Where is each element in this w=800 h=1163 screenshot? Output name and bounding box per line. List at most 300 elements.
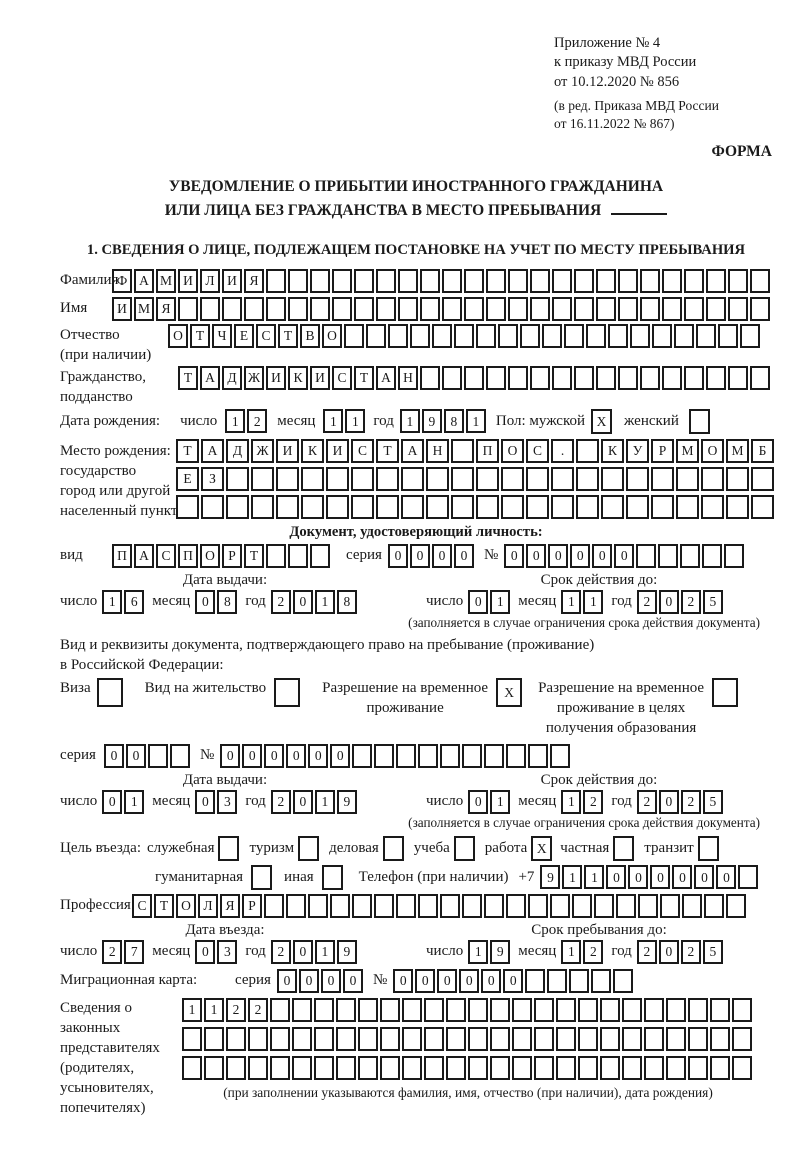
form-cell[interactable]: [684, 297, 704, 321]
form-cell[interactable]: Л: [198, 894, 218, 918]
form-cell[interactable]: 0: [570, 544, 590, 568]
form-cell[interactable]: Р: [222, 544, 242, 568]
form-cell[interactable]: [512, 998, 532, 1022]
form-cell[interactable]: [534, 998, 554, 1022]
form-cell[interactable]: 6: [124, 590, 144, 614]
form-cell[interactable]: [525, 969, 545, 993]
form-cell[interactable]: 0: [277, 969, 297, 993]
form-cell[interactable]: 0: [503, 969, 523, 993]
form-cell[interactable]: [652, 324, 672, 348]
form-cell[interactable]: [468, 998, 488, 1022]
form-cell[interactable]: [178, 297, 198, 321]
form-cell[interactable]: [396, 744, 416, 768]
form-cell[interactable]: [718, 324, 738, 348]
form-cell[interactable]: [264, 894, 284, 918]
form-cell[interactable]: 2: [102, 940, 122, 964]
form-cell[interactable]: [402, 1056, 422, 1080]
form-cell[interactable]: 1: [315, 940, 335, 964]
form-cell[interactable]: [310, 297, 330, 321]
form-cell[interactable]: [551, 467, 574, 491]
form-cell[interactable]: [644, 1027, 664, 1051]
form-cell[interactable]: 9: [422, 409, 442, 433]
form-cell[interactable]: 1: [124, 790, 144, 814]
form-cell[interactable]: [344, 324, 364, 348]
form-cell[interactable]: Ж: [251, 439, 274, 463]
form-cell[interactable]: [432, 324, 452, 348]
form-cell[interactable]: [358, 1027, 378, 1051]
form-cell[interactable]: [534, 1056, 554, 1080]
form-cell[interactable]: 1: [315, 590, 335, 614]
form-cell[interactable]: [451, 439, 474, 463]
form-cell[interactable]: [420, 366, 440, 390]
form-cell[interactable]: [684, 366, 704, 390]
form-cell[interactable]: [506, 744, 526, 768]
form-cell[interactable]: 0: [437, 969, 457, 993]
form-cell[interactable]: 0: [264, 744, 284, 768]
form-cell[interactable]: [251, 495, 274, 519]
form-cell[interactable]: [182, 1027, 202, 1051]
form-cell[interactable]: 0: [650, 865, 670, 889]
form-cell[interactable]: [508, 366, 528, 390]
form-cell[interactable]: [640, 297, 660, 321]
form-cell[interactable]: З: [201, 467, 224, 491]
form-cell[interactable]: [418, 894, 438, 918]
form-cell[interactable]: 0: [195, 590, 215, 614]
form-cell[interactable]: 0: [415, 969, 435, 993]
form-cell[interactable]: 9: [490, 940, 510, 964]
form-cell[interactable]: [336, 1027, 356, 1051]
form-cell[interactable]: [534, 1027, 554, 1051]
form-cell[interactable]: К: [601, 439, 624, 463]
form-cell[interactable]: [332, 297, 352, 321]
form-cell[interactable]: [442, 366, 462, 390]
form-cell[interactable]: [738, 865, 758, 889]
form-cell[interactable]: Л: [200, 269, 220, 293]
form-cell[interactable]: 0: [606, 865, 626, 889]
form-cell[interactable]: [440, 894, 460, 918]
form-cell[interactable]: [288, 544, 308, 568]
form-cell[interactable]: 0: [459, 969, 479, 993]
form-cell[interactable]: [696, 324, 716, 348]
form-cell[interactable]: [446, 998, 466, 1022]
form-cell[interactable]: [476, 467, 499, 491]
form-cell[interactable]: [446, 1056, 466, 1080]
form-cell[interactable]: С: [256, 324, 276, 348]
form-cell[interactable]: [726, 894, 746, 918]
form-cell[interactable]: 2: [637, 940, 657, 964]
form-cell[interactable]: О: [176, 894, 196, 918]
form-cell[interactable]: [310, 269, 330, 293]
form-cell[interactable]: [454, 836, 475, 861]
form-cell[interactable]: [626, 495, 649, 519]
form-cell[interactable]: 3: [217, 940, 237, 964]
form-cell[interactable]: [750, 297, 770, 321]
form-cell[interactable]: [248, 1056, 268, 1080]
form-cell[interactable]: [462, 894, 482, 918]
form-cell[interactable]: Е: [234, 324, 254, 348]
form-cell[interactable]: [380, 1027, 400, 1051]
form-cell[interactable]: [251, 865, 272, 890]
form-cell[interactable]: [751, 467, 774, 491]
form-cell[interactable]: 5: [703, 590, 723, 614]
form-cell[interactable]: [410, 324, 430, 348]
form-cell[interactable]: 0: [393, 969, 413, 993]
form-cell[interactable]: [732, 1056, 752, 1080]
form-cell[interactable]: 0: [195, 790, 215, 814]
form-cell[interactable]: .: [551, 439, 574, 463]
form-cell[interactable]: [451, 467, 474, 491]
form-cell[interactable]: [506, 894, 526, 918]
form-cell[interactable]: 0: [628, 865, 648, 889]
form-cell[interactable]: 0: [343, 969, 363, 993]
form-cell[interactable]: [396, 894, 416, 918]
form-cell[interactable]: [640, 366, 660, 390]
form-cell[interactable]: [490, 1056, 510, 1080]
form-cell[interactable]: [728, 366, 748, 390]
form-cell[interactable]: С: [156, 544, 176, 568]
form-cell[interactable]: [600, 998, 620, 1022]
form-cell[interactable]: [204, 1027, 224, 1051]
form-cell[interactable]: [551, 495, 574, 519]
form-cell[interactable]: С: [132, 894, 152, 918]
form-cell[interactable]: [97, 678, 123, 707]
form-cell[interactable]: [704, 894, 724, 918]
form-cell[interactable]: А: [200, 366, 220, 390]
form-cell[interactable]: [574, 366, 594, 390]
form-cell[interactable]: [591, 969, 611, 993]
form-cell[interactable]: [484, 744, 504, 768]
form-cell[interactable]: 2: [681, 790, 701, 814]
form-cell[interactable]: [486, 297, 506, 321]
form-cell[interactable]: И: [222, 269, 242, 293]
form-cell[interactable]: 0: [504, 544, 524, 568]
form-cell[interactable]: 2: [681, 590, 701, 614]
form-cell[interactable]: [613, 969, 633, 993]
form-cell[interactable]: [226, 467, 249, 491]
form-cell[interactable]: [380, 998, 400, 1022]
form-cell[interactable]: [226, 1056, 246, 1080]
form-cell[interactable]: [688, 1027, 708, 1051]
form-cell[interactable]: [622, 1027, 642, 1051]
form-cell[interactable]: [200, 297, 220, 321]
form-cell[interactable]: [682, 894, 702, 918]
form-cell[interactable]: [486, 366, 506, 390]
form-cell[interactable]: О: [200, 544, 220, 568]
form-cell[interactable]: И: [276, 439, 299, 463]
form-cell[interactable]: [288, 269, 308, 293]
form-cell[interactable]: [547, 969, 567, 993]
form-cell[interactable]: [464, 297, 484, 321]
form-cell[interactable]: 0: [308, 744, 328, 768]
form-cell[interactable]: [454, 324, 474, 348]
form-cell[interactable]: 1: [102, 590, 122, 614]
form-cell[interactable]: 1: [345, 409, 365, 433]
form-cell[interactable]: [751, 495, 774, 519]
form-cell[interactable]: [170, 744, 190, 768]
form-cell[interactable]: 0: [716, 865, 736, 889]
form-cell[interactable]: А: [401, 439, 424, 463]
form-cell[interactable]: [484, 894, 504, 918]
form-cell[interactable]: [689, 409, 710, 434]
form-cell[interactable]: [616, 894, 636, 918]
form-cell[interactable]: 0: [672, 865, 692, 889]
form-cell[interactable]: 0: [659, 590, 679, 614]
form-cell[interactable]: [418, 744, 438, 768]
form-cell[interactable]: [420, 297, 440, 321]
form-cell[interactable]: 0: [299, 969, 319, 993]
form-cell[interactable]: 0: [220, 744, 240, 768]
form-cell[interactable]: [308, 894, 328, 918]
form-cell[interactable]: [182, 1056, 202, 1080]
form-cell[interactable]: [688, 1056, 708, 1080]
form-cell[interactable]: 1: [561, 940, 581, 964]
form-cell[interactable]: [292, 998, 312, 1022]
form-cell[interactable]: А: [134, 544, 154, 568]
form-cell[interactable]: [706, 269, 726, 293]
form-cell[interactable]: [576, 495, 599, 519]
form-cell[interactable]: [594, 894, 614, 918]
form-cell[interactable]: [310, 544, 330, 568]
form-cell[interactable]: [508, 269, 528, 293]
form-cell[interactable]: [676, 467, 699, 491]
form-cell[interactable]: [512, 1056, 532, 1080]
form-cell[interactable]: Т: [178, 366, 198, 390]
form-cell[interactable]: [176, 495, 199, 519]
form-cell[interactable]: [314, 1056, 334, 1080]
form-cell[interactable]: [613, 836, 634, 861]
form-cell[interactable]: [351, 495, 374, 519]
form-cell[interactable]: [676, 495, 699, 519]
form-cell[interactable]: [552, 297, 572, 321]
form-cell[interactable]: Т: [190, 324, 210, 348]
form-cell[interactable]: [376, 297, 396, 321]
form-cell[interactable]: [244, 297, 264, 321]
form-cell[interactable]: С: [526, 439, 549, 463]
form-cell[interactable]: 0: [468, 790, 488, 814]
form-cell[interactable]: 2: [247, 409, 267, 433]
form-cell[interactable]: [572, 894, 592, 918]
form-cell[interactable]: [578, 1027, 598, 1051]
form-cell[interactable]: 0: [659, 940, 679, 964]
form-cell[interactable]: [728, 269, 748, 293]
form-cell[interactable]: [710, 1027, 730, 1051]
form-cell[interactable]: [578, 1056, 598, 1080]
form-cell[interactable]: [701, 495, 724, 519]
form-cell[interactable]: X: [591, 409, 612, 434]
form-cell[interactable]: [330, 894, 350, 918]
form-cell[interactable]: [600, 1027, 620, 1051]
form-cell[interactable]: [564, 324, 584, 348]
form-cell[interactable]: Т: [154, 894, 174, 918]
form-cell[interactable]: 1: [182, 998, 202, 1022]
form-cell[interactable]: [301, 495, 324, 519]
form-cell[interactable]: [569, 969, 589, 993]
form-cell[interactable]: Ф: [112, 269, 132, 293]
form-cell[interactable]: [468, 1056, 488, 1080]
form-cell[interactable]: [374, 744, 394, 768]
form-cell[interactable]: [424, 1027, 444, 1051]
form-cell[interactable]: [750, 366, 770, 390]
form-cell[interactable]: 8: [337, 590, 357, 614]
form-cell[interactable]: 0: [293, 590, 313, 614]
form-cell[interactable]: X: [531, 836, 552, 861]
form-cell[interactable]: 8: [444, 409, 464, 433]
form-cell[interactable]: [574, 297, 594, 321]
form-cell[interactable]: 1: [466, 409, 486, 433]
form-cell[interactable]: [732, 1027, 752, 1051]
form-cell[interactable]: [701, 467, 724, 491]
form-cell[interactable]: [266, 269, 286, 293]
form-cell[interactable]: 0: [481, 969, 501, 993]
form-cell[interactable]: 2: [271, 940, 291, 964]
form-cell[interactable]: [666, 1056, 686, 1080]
form-cell[interactable]: [358, 1056, 378, 1080]
form-cell[interactable]: 7: [124, 940, 144, 964]
form-cell[interactable]: [556, 1027, 576, 1051]
form-cell[interactable]: [498, 324, 518, 348]
form-cell[interactable]: В: [300, 324, 320, 348]
form-cell[interactable]: О: [501, 439, 524, 463]
form-cell[interactable]: 2: [637, 790, 657, 814]
form-cell[interactable]: 1: [225, 409, 245, 433]
form-cell[interactable]: 1: [468, 940, 488, 964]
form-cell[interactable]: [726, 495, 749, 519]
form-cell[interactable]: [706, 366, 726, 390]
form-cell[interactable]: О: [168, 324, 188, 348]
form-cell[interactable]: [424, 1056, 444, 1080]
form-cell[interactable]: Я: [220, 894, 240, 918]
form-cell[interactable]: 0: [104, 744, 124, 768]
form-cell[interactable]: [576, 439, 599, 463]
form-cell[interactable]: 3: [217, 790, 237, 814]
form-cell[interactable]: 1: [323, 409, 343, 433]
form-cell[interactable]: 0: [526, 544, 546, 568]
form-cell[interactable]: А: [376, 366, 396, 390]
form-cell[interactable]: [354, 297, 374, 321]
form-cell[interactable]: [556, 998, 576, 1022]
form-cell[interactable]: [401, 495, 424, 519]
form-cell[interactable]: [402, 998, 422, 1022]
form-cell[interactable]: [596, 297, 616, 321]
form-cell[interactable]: 0: [659, 790, 679, 814]
form-cell[interactable]: 2: [226, 998, 246, 1022]
form-cell[interactable]: [638, 894, 658, 918]
form-cell[interactable]: [490, 998, 510, 1022]
form-cell[interactable]: Т: [278, 324, 298, 348]
form-cell[interactable]: К: [301, 439, 324, 463]
form-cell[interactable]: [644, 998, 664, 1022]
form-cell[interactable]: О: [322, 324, 342, 348]
form-cell[interactable]: [464, 269, 484, 293]
form-cell[interactable]: [626, 467, 649, 491]
form-cell[interactable]: К: [288, 366, 308, 390]
form-cell[interactable]: [608, 324, 628, 348]
form-cell[interactable]: 0: [330, 744, 350, 768]
form-cell[interactable]: И: [326, 439, 349, 463]
form-cell[interactable]: [618, 269, 638, 293]
form-cell[interactable]: [680, 544, 700, 568]
form-cell[interactable]: [336, 1056, 356, 1080]
form-cell[interactable]: [662, 297, 682, 321]
form-cell[interactable]: [298, 836, 319, 861]
form-cell[interactable]: [556, 1056, 576, 1080]
form-cell[interactable]: 2: [681, 940, 701, 964]
form-cell[interactable]: [526, 495, 549, 519]
form-cell[interactable]: [640, 269, 660, 293]
form-cell[interactable]: 2: [583, 790, 603, 814]
form-cell[interactable]: [366, 324, 386, 348]
form-cell[interactable]: [376, 467, 399, 491]
form-cell[interactable]: И: [112, 297, 132, 321]
form-cell[interactable]: Я: [244, 269, 264, 293]
form-cell[interactable]: 9: [337, 940, 357, 964]
form-cell[interactable]: 0: [614, 544, 634, 568]
form-cell[interactable]: [530, 366, 550, 390]
form-cell[interactable]: [660, 894, 680, 918]
form-cell[interactable]: [201, 495, 224, 519]
form-cell[interactable]: 2: [271, 790, 291, 814]
form-cell[interactable]: [732, 998, 752, 1022]
form-cell[interactable]: [270, 998, 290, 1022]
form-cell[interactable]: [486, 269, 506, 293]
form-cell[interactable]: [354, 269, 374, 293]
form-cell[interactable]: [248, 1027, 268, 1051]
form-cell[interactable]: 2: [637, 590, 657, 614]
form-cell[interactable]: [512, 1027, 532, 1051]
form-cell[interactable]: [218, 836, 239, 861]
form-cell[interactable]: [292, 1056, 312, 1080]
form-cell[interactable]: [618, 297, 638, 321]
form-cell[interactable]: 0: [321, 969, 341, 993]
form-cell[interactable]: [698, 836, 719, 861]
form-cell[interactable]: 5: [703, 790, 723, 814]
form-cell[interactable]: [490, 1027, 510, 1051]
form-cell[interactable]: 1: [561, 590, 581, 614]
form-cell[interactable]: 0: [293, 940, 313, 964]
form-cell[interactable]: Б: [751, 439, 774, 463]
form-cell[interactable]: 0: [195, 940, 215, 964]
form-cell[interactable]: [596, 269, 616, 293]
form-cell[interactable]: [270, 1027, 290, 1051]
form-cell[interactable]: [666, 998, 686, 1022]
form-cell[interactable]: [424, 998, 444, 1022]
form-cell[interactable]: Р: [242, 894, 262, 918]
form-cell[interactable]: [398, 269, 418, 293]
form-cell[interactable]: [530, 297, 550, 321]
form-cell[interactable]: [383, 836, 404, 861]
form-cell[interactable]: [688, 998, 708, 1022]
form-cell[interactable]: М: [726, 439, 749, 463]
form-cell[interactable]: С: [351, 439, 374, 463]
form-cell[interactable]: [706, 297, 726, 321]
form-cell[interactable]: 1: [562, 865, 582, 889]
form-cell[interactable]: [710, 1056, 730, 1080]
form-cell[interactable]: [322, 865, 343, 890]
form-cell[interactable]: [501, 495, 524, 519]
form-cell[interactable]: [148, 744, 168, 768]
form-cell[interactable]: [352, 744, 372, 768]
form-cell[interactable]: [601, 495, 624, 519]
form-cell[interactable]: О: [701, 439, 724, 463]
form-cell[interactable]: [222, 297, 242, 321]
form-cell[interactable]: [468, 1027, 488, 1051]
form-cell[interactable]: И: [310, 366, 330, 390]
form-cell[interactable]: 2: [248, 998, 268, 1022]
form-cell[interactable]: [314, 1027, 334, 1051]
form-cell[interactable]: [740, 324, 760, 348]
form-cell[interactable]: И: [266, 366, 286, 390]
form-cell[interactable]: А: [201, 439, 224, 463]
